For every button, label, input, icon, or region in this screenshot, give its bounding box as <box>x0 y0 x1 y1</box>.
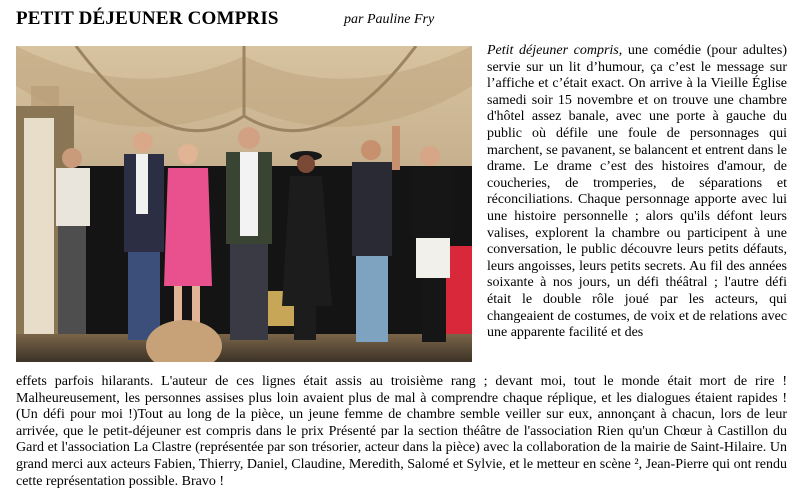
stage-cast-photo <box>16 46 472 362</box>
article-header <box>16 8 784 32</box>
article-intro-paragraph <box>487 43 787 342</box>
stage-cast-photo-image <box>16 46 472 362</box>
article-intro-text: , une comédie (pour adultes) servie sur un lit d’humour, ça c’est le message sur l’affiche et c’était exact. On arrive à la Vieille Église samedi soir 15 novembre et on trouve une chambre d'hôtel assez banale, avec une porte à gauche du public où défile une foule de personnages qui marchent, se pavanent, se balancent et entrent dans le drame. Le drame c’est des histoires d'amour, de coucheries, de tromperies, de séparations et réconciliations. Chaque personnage apporte avec lui une histoire personnelle ; alors qu'ils défont leurs valises, explorent la chambre ou participent à une conversation, le public découvre leurs petits défauts, leurs angoisses, leurs petits secrets. Au fil des années soixante à nos jours, un défi théâtral ; l'autre défi était le double rôle joué par les acteurs, qui changeaient de costumes, de voix et de relations avec une apparente facilité et des <box>487 43 788 341</box>
article-byline: par Pauline Fry <box>344 12 435 27</box>
article-title: PETIT DÉJEUNER COMPRIS <box>16 8 279 29</box>
article-body-paragraph: effets parfois hilarants. L'auteur de ces lignes était assis au troisième rang ; devant moi, tout le monde était mort de rire ! Malheureusement, les personnes assises plus loin avaient plus de mal à comprendre chaque réplique, et les dialogues étaient rapides ! (Un défi pour moi !)Tout au long de la pièce, un jeune femme de chambre semble veiller sur eux, annonçant à chacun, lors de leur arrivée, que le petit-déjeuner est compris dans le prix Présenté par la section théâtre de l'association Rien qu'un Chœur à Castillon du Gard et l'association La Clastre (représentée par son trésorier, acteur dans la pièce) avec la collaboration de la mairie de Saint-Hilaire. Un grand merci aux acteurs Fabien, Thierry, Daniel, Claudine, Meredith, Salomé et Sylvie, et le metteur en scène ², Jean-Pierre qui ont rendu cette représentation possible. Bravo ! <box>16 374 787 489</box>
play-title-italic: Petit déjeuner compris <box>487 43 619 58</box>
article-body-continued <box>16 374 787 490</box>
article-intro-column <box>487 43 787 342</box>
